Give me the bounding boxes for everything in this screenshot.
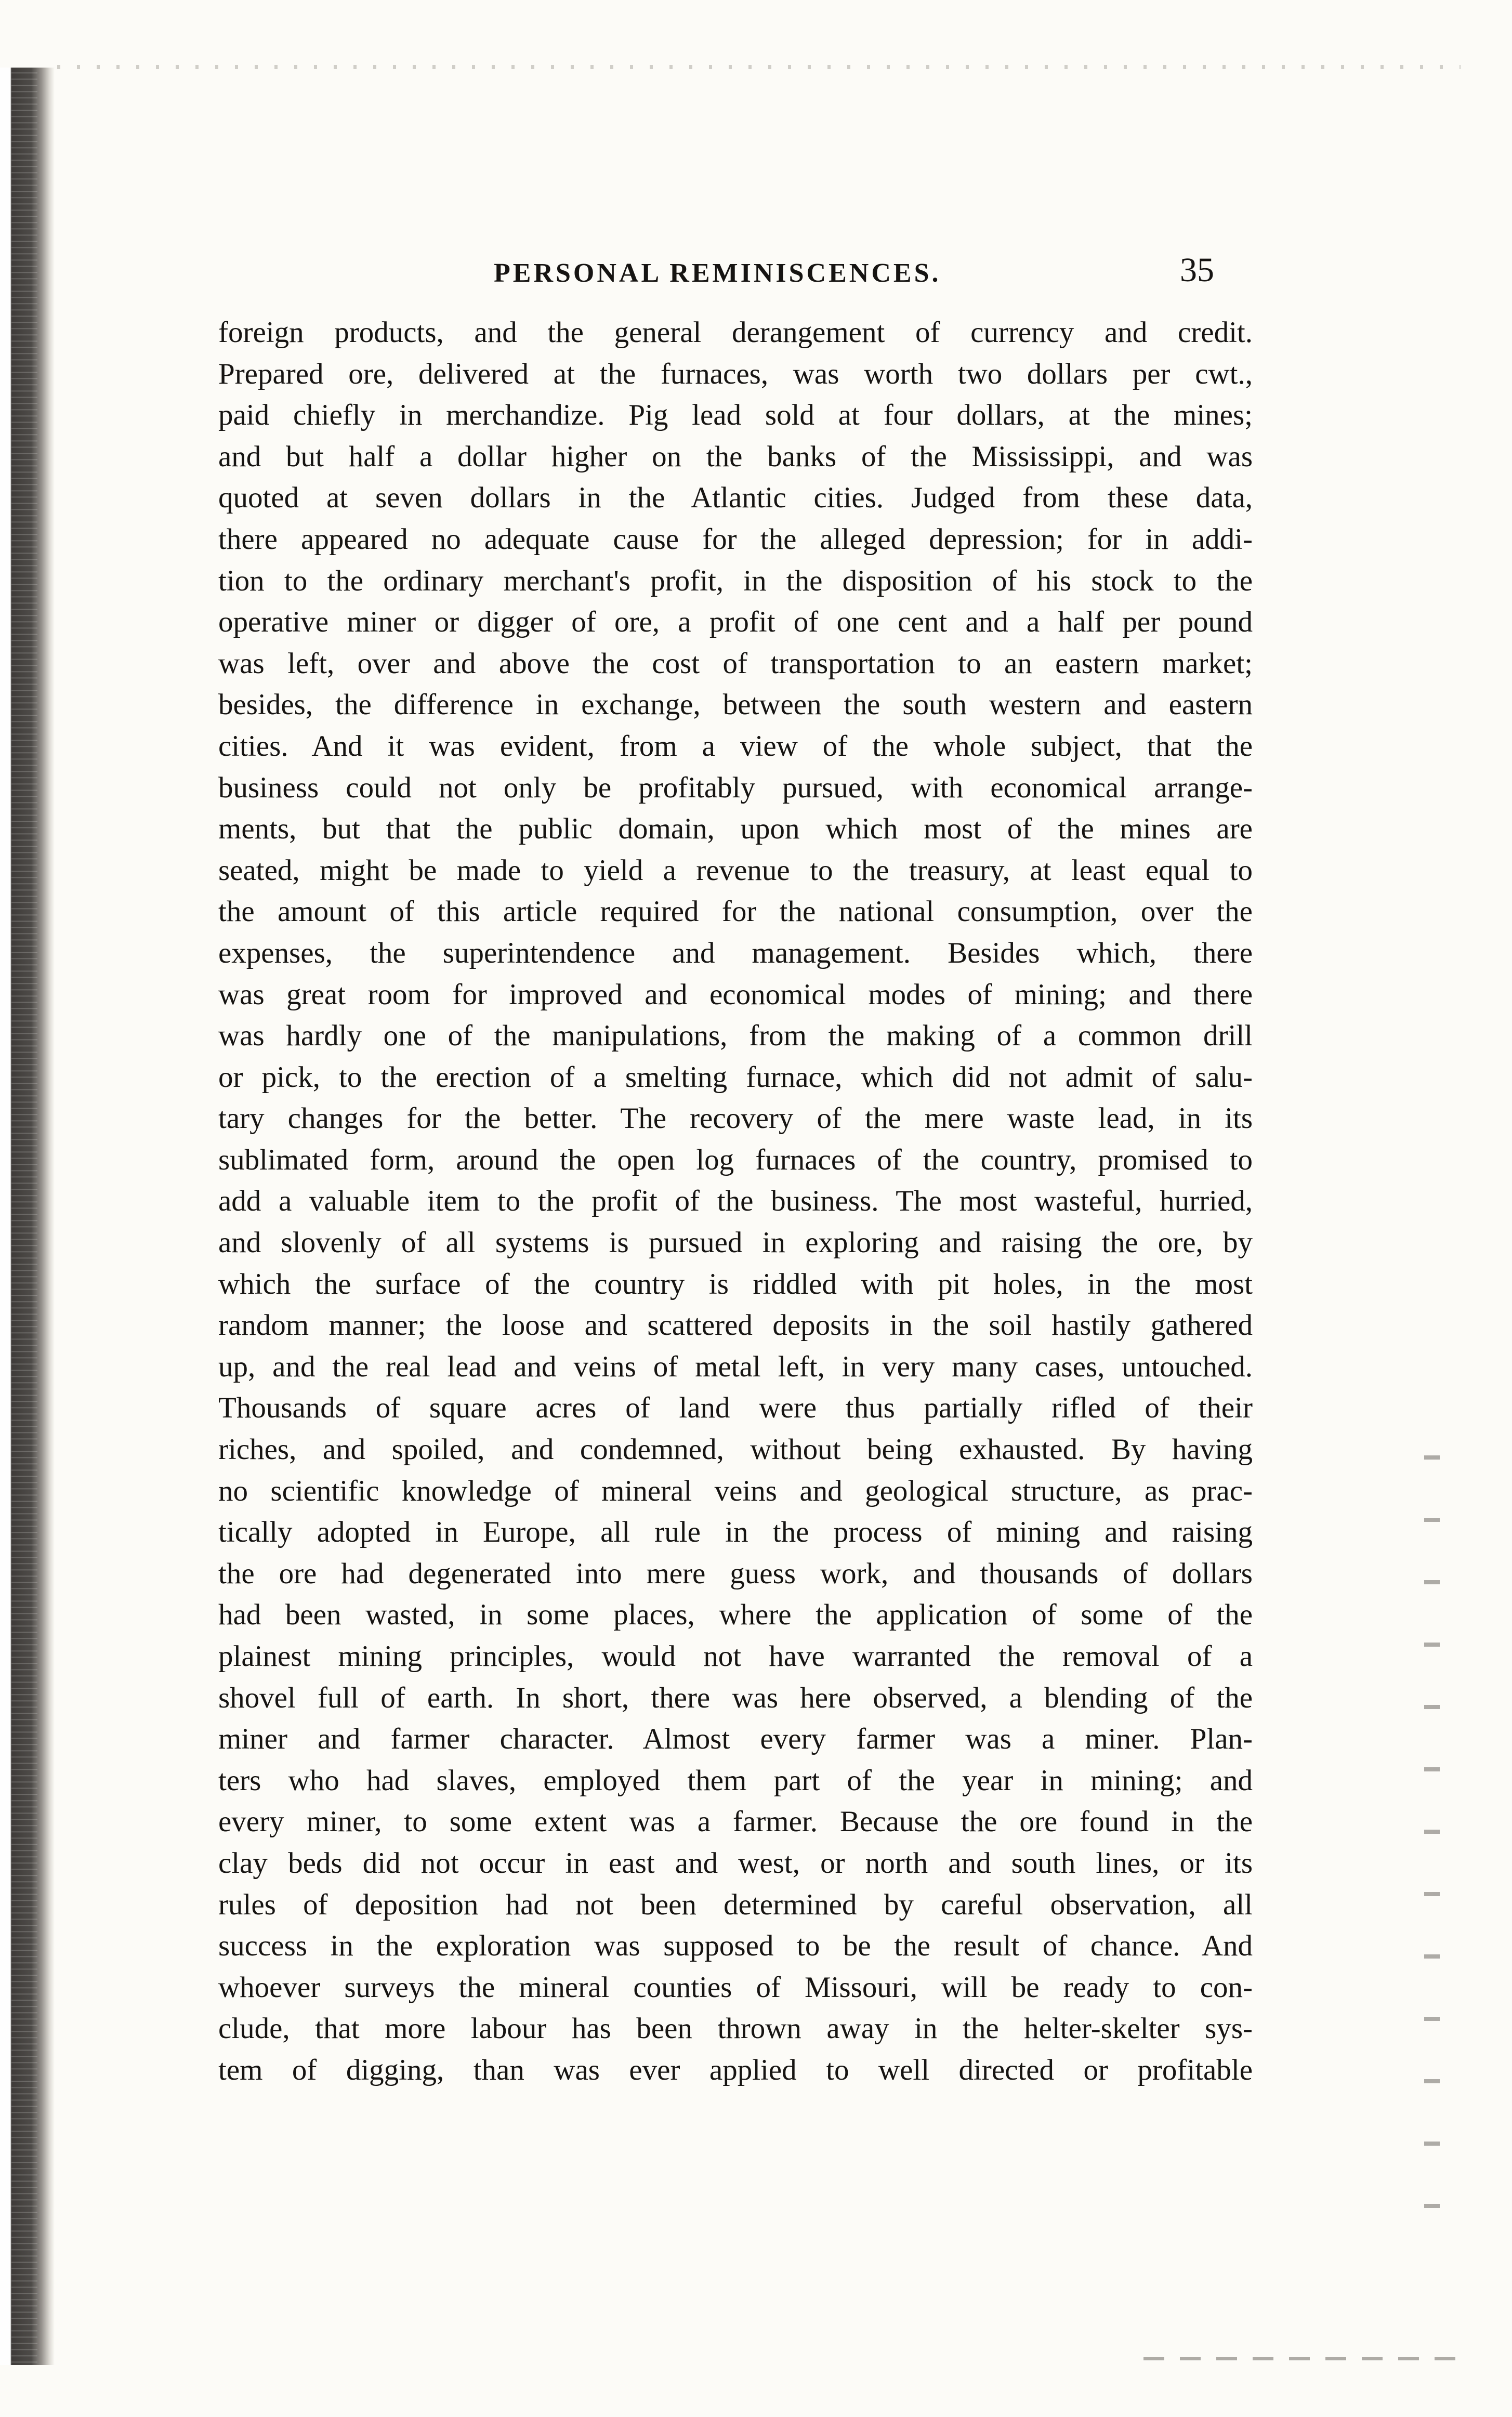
text-line: tion to the ordinary merchant's profit, in the disposition of his stock to the — [218, 564, 1253, 597]
text-line: ters who had slaves, employed them part of the year in mining; and — [218, 1764, 1253, 1797]
text-line: every miner, to some extent was a farmer. Because the ore found in the — [218, 1805, 1253, 1838]
text-line: success in the exploration was supposed to be the result of chance. And — [218, 1929, 1253, 1963]
text-line: business could not only be profitably pursued, with economical arrange- — [218, 771, 1253, 804]
text-line: tem of digging, than was ever applied to well directed or profitable — [218, 2053, 1253, 2086]
text-line: no scientific knowledge of mineral veins and geological structure, as prac- — [218, 1474, 1253, 1507]
text-line: expenses, the superintendence and management. Besides which, there — [218, 936, 1253, 969]
text-line: was great room for improved and economical modes of mining; and there — [218, 978, 1253, 1011]
text-line: ments, but that the public domain, upon which most of the mines are — [218, 812, 1253, 846]
text-line: was left, over and above the cost of transportation to an eastern market; — [218, 647, 1253, 680]
text-line: was hardly one of the manipulations, from the making of a common drill — [218, 1019, 1253, 1053]
text-line: random manner; the loose and scattered deposits in the soil hastily gathered — [218, 1309, 1253, 1342]
text-line: paid chiefly in merchandize. Pig lead sold at four dollars, at the mines; — [218, 399, 1253, 432]
text-line: and slovenly of all systems is pursued in exploring and raising the ore, by — [218, 1226, 1253, 1259]
body-text — [218, 312, 1253, 2091]
page-number: 35 — [1180, 251, 1214, 289]
text-line: tary changes for the better. The recovery of the mere waste lead, in its — [218, 1102, 1253, 1135]
text-line: plainest mining principles, would not have warranted the removal of a — [218, 1640, 1253, 1673]
text-line: Prepared ore, delivered at the furnaces, was worth two dollars per cwt., — [218, 357, 1253, 390]
running-head — [218, 251, 1258, 295]
text-line: rules of deposition had not been determined by careful observation, all — [218, 1888, 1253, 1921]
text-line: foreign products, and the general derangement of currency and credit. — [218, 316, 1253, 349]
running-title: PERSONAL REMINISCENCES. — [494, 258, 941, 288]
text-line: whoever surveys the mineral counties of Missouri, will be ready to con- — [218, 1971, 1253, 2004]
text-line: cities. And it was evident, from a view of the whole subject, that the — [218, 729, 1253, 763]
binding-edge-shadow — [0, 68, 55, 2365]
scan-noise-bottom — [1143, 2357, 1455, 2360]
text-line: seated, might be made to yield a revenue to the treasury, at least equal to — [218, 853, 1253, 887]
scan-noise-right — [1424, 1455, 1440, 2235]
text-line: shovel full of earth. In short, there was here observed, a blending of the — [218, 1681, 1253, 1714]
text-line: up, and the real lead and veins of metal left, in very many cases, untouched. — [218, 1350, 1253, 1383]
text-line: or pick, to the erection of a smelting furnace, which did not admit of salu- — [218, 1060, 1253, 1094]
text-line: add a valuable item to the profit of the business. The most wasteful, hurried, — [218, 1185, 1253, 1218]
text-line: the amount of this article required for the national consumption, over the — [218, 895, 1253, 928]
text-line: operative miner or digger of ore, a profit of one cent and a half per pound — [218, 606, 1253, 639]
text-line: miner and farmer character. Almost every farmer was a miner. Plan- — [218, 1723, 1253, 1756]
text-line: sublimated form, around the open log furnaces of the country, promised to — [218, 1143, 1253, 1176]
text-line: had been wasted, in some places, where the application of some of the — [218, 1598, 1253, 1632]
text-line: besides, the difference in exchange, between the south western and eastern — [218, 688, 1253, 721]
text-line: the ore had degenerated into mere guess work, and thousands of dollars — [218, 1557, 1253, 1590]
text-line: clude, that more labour has been thrown away in the helter-skelter sys- — [218, 2012, 1253, 2045]
text-line: Thousands of square acres of land were thus partially rifled of their — [218, 1391, 1253, 1425]
text-line: and but half a dollar higher on the banks of the Mississippi, and was — [218, 440, 1253, 473]
text-line: riches, and spoiled, and condemned, without being exhausted. By having — [218, 1433, 1253, 1466]
text-line: tically adopted in Europe, all rule in the process of mining and raising — [218, 1516, 1253, 1549]
text-line: which the surface of the country is riddled with pit holes, in the most — [218, 1267, 1253, 1301]
text-line: there appeared no adequate cause for the alleged depression; for in addi- — [218, 522, 1253, 556]
scan-noise-top — [57, 65, 1461, 69]
text-line: clay beds did not occur in east and west, or north and south lines, or its — [218, 1846, 1253, 1880]
text-line: quoted at seven dollars in the Atlantic cities. Judged from these data, — [218, 481, 1253, 515]
